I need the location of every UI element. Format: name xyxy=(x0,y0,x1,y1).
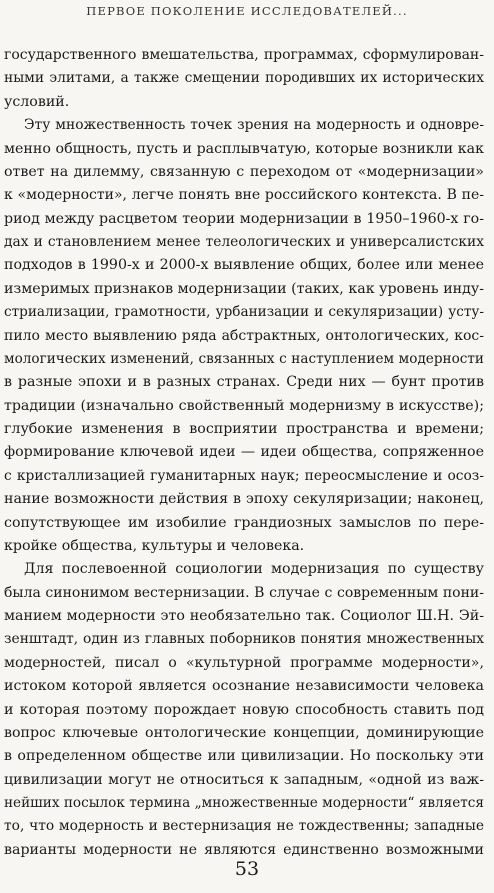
text-line: ответ на дилемму, связанную с переходом от «модернизации» xyxy=(4,163,484,180)
text-line: зенштадт, один из главных поборников понятия множественных xyxy=(4,631,484,648)
text-line: стриализации, грамотности, урбанизации и секуляризации) усту- xyxy=(4,304,484,321)
text-line: модерностей, писал о «культурной программе модерности», xyxy=(4,654,484,671)
text-line: к «модерности», легче понять вне российского контекста. В пе- xyxy=(4,187,484,204)
text-line: в разные эпохи и в разных странах. Среди них — бунт против xyxy=(4,374,484,391)
paragraph-first-line: Эту множественность точек зрения на модерность и одновре- xyxy=(24,117,484,134)
text-line: формирование ключевой идеи — идеи общества, сопряженное xyxy=(4,444,484,461)
text-line: то, что модерность и вестернизация не тождественны; западные xyxy=(4,818,484,835)
text-line: измеримых признаков модернизации (таких, как уровень инду- xyxy=(4,280,484,297)
page-number: 53 xyxy=(234,858,260,880)
text-line: нейших посылок термина „множественные модерности“ является xyxy=(4,795,484,811)
text-line: была синонимом вестернизации. В случае с современным пони- xyxy=(4,584,484,601)
text-line: варианты модерности не являются единственно возможными xyxy=(4,841,484,858)
running-head: ПЕРВОЕ ПОКОЛЕНИЕ ИССЛЕДОВАТЕЛЕЙ... xyxy=(86,4,408,18)
paragraph-first-line: Для послевоенной социологии модернизация по существу xyxy=(24,561,484,578)
text-line: пило место выявлению ряда абстрактных, онтологических, кос- xyxy=(4,327,484,344)
text-line: в определенном обществе или цивилизации. Но поскольку эти xyxy=(4,748,484,765)
text-line: условий. xyxy=(4,93,70,110)
text-line: традиции (изначально свойственный модернизму в искусстве); xyxy=(4,397,484,414)
text-line: менно общность, пусть и расплывчатую, которые возникли как xyxy=(4,140,484,157)
text-line: государственного вмешательства, программах, сформулирован- xyxy=(4,47,484,63)
text-line: риод между расцветом теории модернизации в 1950–1960-х го- xyxy=(4,210,484,227)
text-line: кройке общества, культуры и человека. xyxy=(4,537,305,554)
text-line: мологических изменений, связанных с наступлением модерности xyxy=(4,350,484,367)
body-text xyxy=(4,44,484,862)
text-line: сопутствующее им изобилие грандиозных замыслов по пере- xyxy=(4,514,484,531)
text-line: и которая поэтому порождает новую способность ставить под xyxy=(4,701,484,718)
text-line: ными элитами, а также смещении породивших их исторических xyxy=(4,70,484,87)
text-line: манием модерности это необязательно так. Социолог Ш.Н. Эй- xyxy=(4,608,484,624)
text-line: истоком которой является осознание независимости человека xyxy=(4,678,484,695)
text-line: глубокие изменения в восприятии пространства и времени; xyxy=(4,421,484,437)
text-line: вопрос ключевые онтологические концепции, доминирующие xyxy=(4,724,484,741)
text-line: с кристаллизацией гуманитарных наук; переосмысление и осоз- xyxy=(4,467,484,484)
text-line: цивилизации могут не относиться к западным, «одной из важ- xyxy=(4,771,484,788)
text-line: дах и становлением менее телеологических и универсалистских xyxy=(4,234,484,250)
text-line: подходов в 1990-х и 2000-х выявление общих, более или менее xyxy=(4,257,484,274)
text-line: нание возможности действия в эпоху секуляризации; наконец, xyxy=(4,491,484,508)
